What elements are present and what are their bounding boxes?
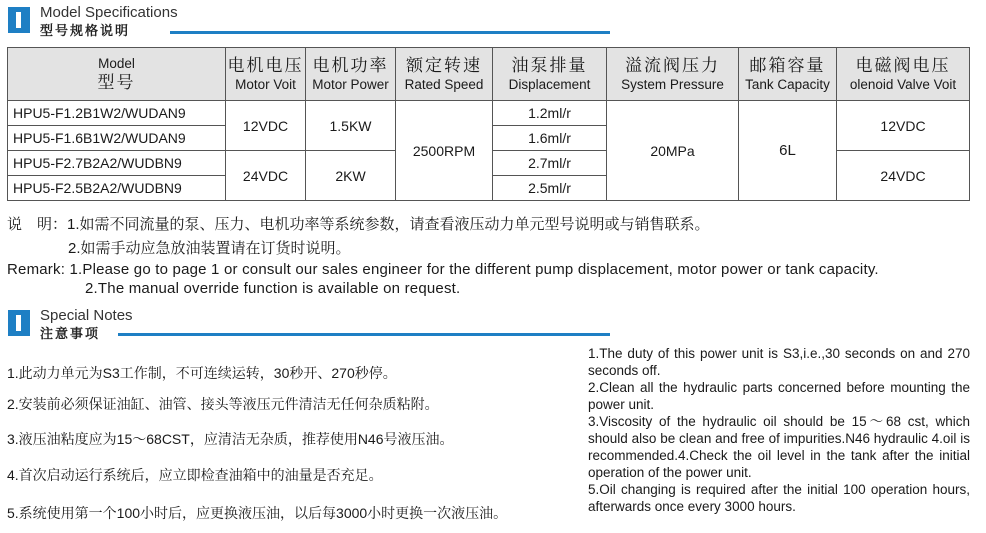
header-label: 电机功率 (312, 56, 389, 75)
list-item: 5.系统使用第一个100小时后，应更换液压油，以后每3000小时更换一次液压油。 (7, 505, 508, 521)
header-model (8, 48, 226, 101)
section-title-en: Special Notes (40, 307, 133, 324)
notes-cn-text: 1.如需不同流量的泵、压力、电机功率等系统参数，请查看液压动力单元型号说明或与销售联系。 (67, 216, 710, 233)
header-label: 电磁阀电压 (855, 56, 951, 75)
displacement-cell: 2.5ml/r (493, 176, 607, 201)
valve-voltage-cell: 12VDC (837, 101, 970, 151)
table-row (8, 101, 970, 126)
header-label: Model (98, 56, 135, 71)
displacement-cell: 1.2ml/r (493, 101, 607, 126)
model-cell: HPU5-F1.6B1W2/WUDAN9 (8, 126, 226, 151)
displacement-cell: 2.7ml/r (493, 151, 607, 176)
rated-speed-cell: 2500RPM (396, 101, 493, 201)
motor-power-cell: 2KW (306, 151, 396, 201)
remark-line1 (7, 261, 879, 278)
motor-voltage-cell: 24VDC (226, 151, 306, 201)
header-rated-speed (396, 48, 493, 101)
notes-cn-line2: 2.如需手动应急放油装置请在订货时说明。 (68, 240, 351, 257)
section-divider (118, 333, 610, 336)
header-label: 油泵排量 (511, 56, 588, 75)
header-tank-capacity (739, 48, 837, 101)
header-label: Motor Voit (235, 77, 296, 92)
header-label: 额定转速 (406, 56, 482, 75)
motor-power-cell: 1.5KW (306, 101, 396, 151)
header-label: olenoid Valve Voit (849, 77, 957, 92)
valve-voltage-cell: 24VDC (837, 151, 970, 201)
header-label: 型号 (97, 73, 136, 92)
special-notes-en (588, 345, 970, 515)
remark-line2: 2.The manual override function is available on request. (85, 280, 461, 297)
section-marker-icon (8, 7, 30, 33)
header-displacement (493, 48, 607, 101)
header-motor-power (306, 48, 396, 101)
model-cell: HPU5-F2.5B2A2/WUDBN9 (8, 176, 226, 201)
header-label: Tank Capacity (745, 77, 830, 92)
header-label: Motor Power (312, 77, 389, 92)
header-valve-voltage (837, 48, 970, 101)
motor-voltage-cell: 12VDC (226, 101, 306, 151)
list-item: 4.首次启动运行系统后，应立即检查油箱中的油量是否充足。 (7, 467, 383, 483)
notes-cn-line1 (7, 213, 710, 234)
table-header-row (8, 48, 970, 101)
section-divider (170, 31, 610, 34)
header-label: Rated Speed (404, 77, 484, 92)
section-title-cn: 型号规格说明 (40, 23, 131, 38)
list-item: 5.Oil changing is required after the initial 100 operation hours, afterwards once every 3000 hours. (588, 482, 970, 514)
header-label: 邮箱容量 (749, 56, 826, 75)
model-cell: HPU5-F1.2B1W2/WUDAN9 (8, 101, 226, 126)
header-motor-voltage (226, 48, 306, 101)
section-title-en: Model Specifications (40, 4, 178, 21)
list-item: 3.Viscosity of the hydraulic oil should be 15～68 cst, which should also be clean and free of impurities.N46 hydraulic 4.oil is recommended.4.Check the oil level in the tank after the initial operation of the power unit. (588, 414, 970, 480)
spec-table (7, 47, 970, 201)
header-label: 溢流阀压力 (625, 56, 720, 75)
header-label: System Pressure (621, 77, 724, 92)
header-system-pressure (607, 48, 739, 101)
header-label: Displacement (508, 77, 591, 92)
list-item: 1.此动力单元为S3工作制，不可连续运转，30秒开、270秒停。 (7, 365, 397, 381)
section-title-cn: 注意事项 (40, 326, 101, 341)
remark-text: 1.Please go to page 1 or consult our sales engineer for the different pump displacement, motor power or tank capacity. (69, 261, 879, 278)
header-label: 电机电压 (227, 56, 304, 75)
model-cell: HPU5-F2.7B2A2/WUDBN9 (8, 151, 226, 176)
list-item: 2.Clean all the hydraulic parts concerned before mounting the power unit. (588, 380, 970, 412)
displacement-cell: 1.6ml/r (493, 126, 607, 151)
system-pressure-cell: 20MPa (607, 101, 739, 201)
list-item: 1.The duty of this power unit is S3,i.e.,30 seconds on and 270 seconds off. (588, 346, 970, 378)
section-marker-icon (8, 310, 30, 336)
notes-cn-label: 说 明： (7, 216, 68, 233)
list-item: 2.安装前必须保证油缸、油管、接头等液压元件清洁无任何杂质粘附。 (7, 396, 439, 412)
list-item: 3.液压油粘度应为15～68CST，应清洁无杂质，推荐使用N46号液压油。 (7, 431, 454, 447)
tank-capacity-cell: 6L (739, 101, 837, 201)
remark-label: Remark: (7, 261, 66, 278)
